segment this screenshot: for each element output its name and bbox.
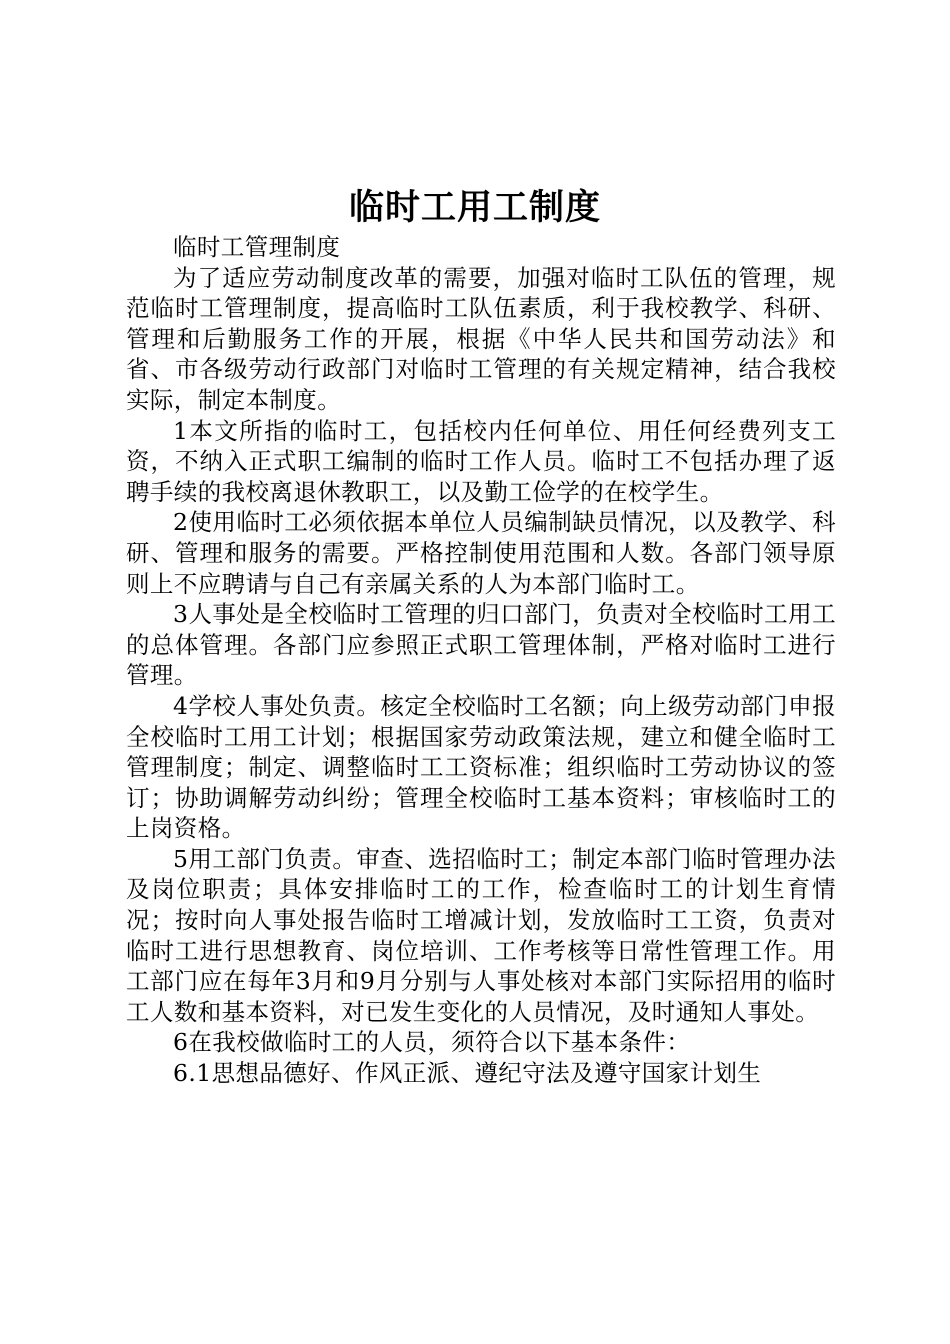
document-body (126, 232, 836, 1089)
paragraph-subtitle: 临时工管理制度 (173, 233, 341, 261)
paragraph-clause-5: 5用工部门负责。审查、选招临时工；制定本部门临时管理办法及岗位职责；具体安排临时工的工作，检查临时工的计划生育情况；按时向人事处报告临时工增减计划，发放临时工工资，负责对临时工进行思想教育、岗位培训、工作考核等日常性管理工作。用工部门应在每年3月和9月分别与人事处核对本部门实际招用的临时工人数和基本资料，对已发生变化的人员情况，及时通知人事处。 (126, 844, 836, 1026)
paragraph-clause-6-1: 6.1思想品德好、作风正派、遵纪守法及遵守国家计划生 (173, 1059, 762, 1088)
paragraph-clause-2: 2使用临时工必须依据本单位人员编制缺员情况，以及教学、科研、管理和服务的需要。严格控制使用范围和人数。各部门领导原则上不应聘请与自己有亲属关系的人为本部门临时工。 (126, 508, 836, 598)
document-title: 临时工用工制度 (348, 188, 601, 228)
paragraph-clause-3: 3人事处是全校临时工管理的归口部门，负责对全校临时工用工的总体管理。各部门应参照正式职工管理体制，严格对临时工进行管理。 (126, 600, 836, 690)
paragraph-clause-4: 4学校人事处负责。核定全校临时工名额；向上级劳动部门申报全校临时工用工计划；根据国家劳动政策法规，建立和健全临时工管理制度；制定、调整临时工工资标准；组织临时工劳动协议的签订；协助调解劳动纠纷；管理全校临时工基本资料；审核临时工的上岗资格。 (126, 691, 836, 843)
paragraph-clause-1: 1本文所指的临时工，包括校内任何单位、用任何经费列支工资，不纳入正式职工编制的临时工作人员。临时工不包括办理了返聘手续的我校离退休教职工，以及勤工俭学的在校学生。 (126, 416, 836, 506)
paragraph-clause-6: 6在我校做临时工的人员，须符合以下基本条件： (173, 1028, 691, 1057)
paragraph-intro: 为了适应劳动制度改革的需要，加强对临时工队伍的管理，规范临时工管理制度，提高临时工队伍素质，利于我校教学、科研、管理和后勤服务工作的开展，根据《中华人民共和国劳动法》和省、市各级劳动行政部门对临时工管理的有关规定精神，结合我校实际，制定本制度。 (126, 263, 836, 414)
